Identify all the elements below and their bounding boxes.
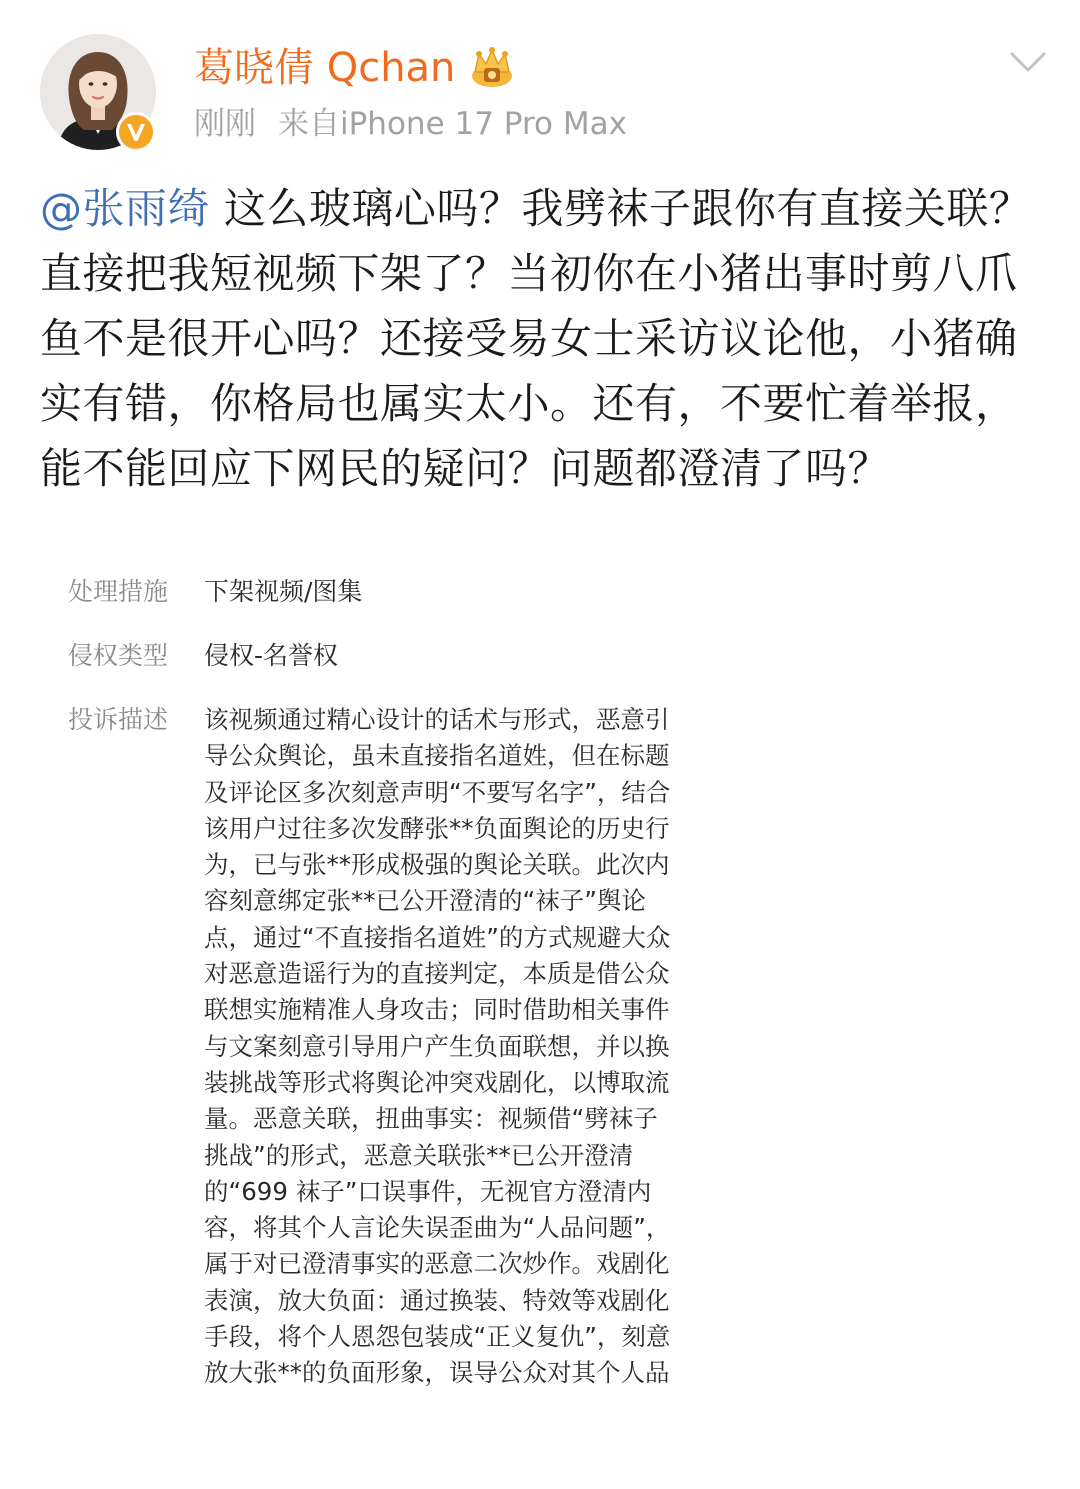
post-time: 刚刚: [194, 106, 256, 142]
type-value: 侵权-名誉权: [204, 641, 339, 670]
crown-icon[interactable]: [467, 46, 517, 90]
complaint-row-type: [68, 638, 708, 674]
username-row: [194, 40, 517, 96]
complaint-screenshot: [68, 574, 708, 1420]
post-body: [40, 176, 1050, 501]
measure-value: 下架视频/图集: [204, 577, 363, 606]
mention-link[interactable]: @张雨绮: [40, 184, 211, 233]
post-body-text: 这么玻璃心吗？我劈袜子跟你有直接关联？直接把我短视频下架了？当初你在小猪出事时剪八爪鱼不是很开心吗？还接受易女士采访议论他，小猪确实有错，你格局也属实太小。还有，不要忙着举报，能不能回应下网民的疑问？问题都澄清了吗？: [40, 184, 1032, 493]
type-label: 侵权类型: [68, 641, 169, 670]
description-value: 该视频通过精心设计的话术与形式，恶意引导公众舆论，虽未直接指名道姓，但在标题及评论区多次刻意声明“不要写名字”，结合该用户过往多次发酵张**负面舆论的历史行为，已与张**形成极强的舆论关联。此次内容刻意绑定张**已公开澄清的“袜子”舆论点，通过“不直接指名道姓”的方式规避大众对恶意造谣行为的直接判定，本质是借公众联想实施精准人身攻击；同时借助相关事件与文案刻意引导用户产生负面联想，并以换装挑战等形式将舆论冲突戏剧化，以博取流量。恶意关联，扭曲事实：视频借“劈袜子挑战”的形式，恶意关联张**已公开澄清的“699 袜子”口误事件，无视官方澄清内容，将其个人言论失误歪曲为“人品问题”，属于对已澄清事实的恶意二次炒作。戏剧化表演，放大负面：通过换装、特效等戏剧化手段，将个人恩怨包装成“正义复仇”，刻意放大张**的负面形象，误导公众对其个人品: [204, 705, 671, 1388]
description-label: 投诉描述: [68, 705, 169, 734]
post-meta: [194, 102, 627, 146]
username[interactable]: 葛晓倩 Qchan: [194, 45, 456, 91]
complaint-row-description: [68, 702, 708, 1392]
complaint-row-measure: [68, 574, 708, 610]
post-source: 来自iPhone 17 Pro Max: [278, 106, 627, 142]
verified-v-icon: [116, 112, 156, 152]
chevron-down-icon[interactable]: [1008, 46, 1048, 76]
measure-label: 处理措施: [68, 577, 169, 606]
post-header: [0, 0, 1080, 160]
